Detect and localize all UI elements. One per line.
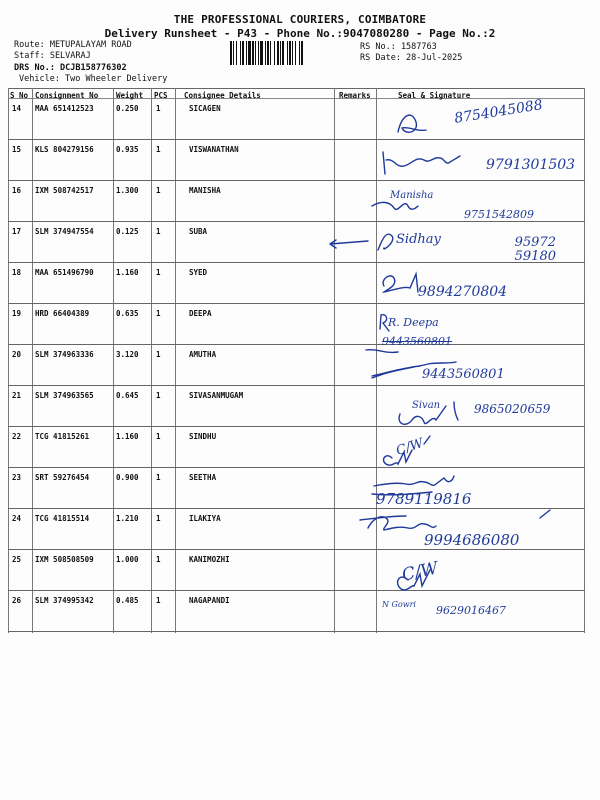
row-pcs: 1 [156,514,161,523]
signature-phone: 9629016467 [436,604,506,617]
row-sno: 21 [12,391,22,400]
row-weight: 0.900 [116,473,139,482]
row-consignee-name: SYED [189,268,208,277]
row-consignee-name: DEEPA [189,309,212,318]
row-consignment-no: IXM 508508509 [35,555,94,564]
col-header-consignee: Consignee Details [184,91,261,100]
col-header-remarks: Remarks [339,91,371,100]
row-consignment-no: HRD 66404389 [35,309,90,318]
row-sno: 19 [12,309,22,318]
row-consignee-name: NAGAPANDI [189,596,230,605]
row-pcs: 1 [156,596,161,605]
company-title: THE PROFESSIONAL COURIERS, COIMBATORE [173,13,427,26]
row-sno: 17 [12,227,22,236]
row-sno: 25 [12,555,22,564]
row-consignment-no: SLM 374963565 [35,391,94,400]
row-pcs: 1 [156,145,161,154]
signature-name: Sidhay [396,232,441,247]
row-sno: 23 [12,473,22,482]
row-weight: 0.125 [116,227,139,236]
row-consignee-name: SUBA [189,227,208,236]
row-pcs: 1 [156,391,161,400]
row-sno: 15 [12,145,22,154]
col-header-pcs: PCS [154,91,168,100]
row-consignee-name: MANISHA [189,186,221,195]
route-text: Route: METUPALAYAM ROAD [14,40,132,50]
row-pcs: 1 [156,432,161,441]
row-consignee-name: KANIMOZHI [189,555,230,564]
row-pcs: 1 [156,227,161,236]
drs-number: DRS No.: DCJB158776302 [14,63,127,73]
col-header-weight: Weight [116,91,144,100]
row-consignment-no: SRT 59276454 [35,473,90,482]
signature-name: Sivan [412,400,441,411]
row-consignment-no: SLM 374963336 [35,350,94,359]
signature-cw: C/W [400,558,440,586]
table-row [8,549,585,590]
row-divider [8,631,585,632]
row-weight: 3.120 [116,350,139,359]
row-weight: 1.210 [116,514,139,523]
signature-name: R. Deepa [388,316,439,329]
row-consignment-no: TCG 41815261 [35,432,90,441]
row-consignment-no: MAA 651496790 [35,268,94,277]
row-sno: 14 [12,104,22,113]
signature-phone: 9865020659 [474,402,551,416]
runsheet-subtitle: Delivery Runsheet - P43 - Phone No.:9047080280 - Page No.:2 [104,27,496,40]
row-consignee-name: VISWANATHAN [189,145,239,154]
row-consignee-name: SIVASANMUGAM [189,391,244,400]
signature-phone: 9443560801 [382,335,452,348]
row-weight: 0.485 [116,596,139,605]
row-weight: 0.935 [116,145,139,154]
row-consignee-name: SICAGEN [189,104,221,113]
row-consignee-name: ILAKIYA [189,514,221,523]
row-sno: 18 [12,268,22,277]
rs-number: RS No.: 1587763 [360,42,437,52]
signature-phone: 9751542809 [464,208,534,221]
row-pcs: 1 [156,268,161,277]
signature-name: N Gowri [382,600,416,609]
signature-phone: 9994686080 [424,531,520,549]
row-pcs: 1 [156,186,161,195]
row-consignment-no: TCG 41815514 [35,514,90,523]
row-sno: 16 [12,186,22,195]
row-pcs: 1 [156,555,161,564]
signature-phone: 9443560801 [422,367,505,382]
row-sno: 24 [12,514,22,523]
table-top-border [8,88,585,89]
signature-name: Manisha [390,190,434,201]
row-pcs: 1 [156,350,161,359]
row-pcs: 1 [156,473,161,482]
rs-date: RS Date: 28-Jul-2025 [360,53,463,63]
row-sno: 20 [12,350,22,359]
signature-phone: 9894270804 [418,284,508,300]
row-consignment-no: SLM 374947554 [35,227,94,236]
row-consignment-no: IXM 508742517 [35,186,94,195]
row-consignment-no: MAA 651412523 [35,104,94,113]
row-sno: 26 [12,596,22,605]
row-consignee-name: SINDHU [189,432,217,441]
row-weight: 0.635 [116,309,139,318]
barcode-image [230,41,354,65]
row-consignee-name: AMUTHA [189,350,217,359]
row-consignment-no: KLS 804279156 [35,145,94,154]
table-row [8,467,585,508]
row-weight: 0.250 [116,104,139,113]
signature-phone: 95972 59180 [514,235,556,264]
table-row [8,426,585,467]
col-header-signature: Seal & Signature [398,91,471,100]
row-weight: 1.300 [116,186,139,195]
col-header-consignment: Consignment No [35,91,99,100]
row-weight: 1.160 [116,432,139,441]
vehicle-text: Vehicle: Two Wheeler Delivery [19,74,168,84]
col-header-sno: S No [10,91,29,100]
row-weight: 0.645 [116,391,139,400]
signature-phone: 9789119816 [376,490,472,508]
row-weight: 1.160 [116,268,139,277]
row-weight: 1.000 [116,555,139,564]
staff-text: Staff: SELVARAJ [14,51,91,61]
signature-cw: C/W [394,436,426,459]
row-consignment-no: SLM 374995342 [35,596,94,605]
signature-phone: 8754045088 [453,97,544,127]
signature-phone: 9791301503 [486,157,576,173]
row-pcs: 1 [156,309,161,318]
table-row [8,303,585,344]
row-pcs: 1 [156,104,161,113]
barcode-bar [303,41,305,65]
row-sno: 22 [12,432,22,441]
row-consignee-name: SEETHA [189,473,217,482]
